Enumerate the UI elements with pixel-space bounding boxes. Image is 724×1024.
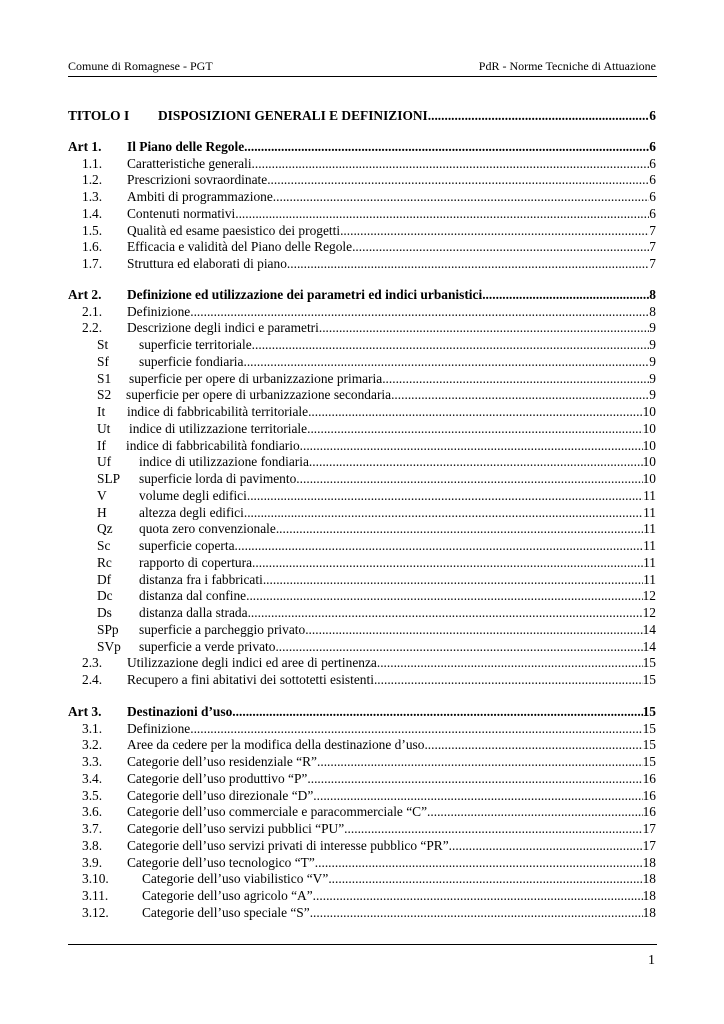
toc-leader-dots [243, 354, 649, 371]
toc-leader-dots [252, 156, 650, 173]
toc-entry-number: Art 1. [68, 138, 102, 154]
toc-entry-title: Utilizzazione degli indici ed aree di pertinenza [127, 655, 377, 671]
toc-entry-number: 3.7. [82, 821, 103, 836]
toc-entry-title: Aree da cedere per la modifica della destinazione d’uso [127, 737, 425, 753]
toc-entry-number: 1.5. [82, 222, 103, 238]
toc-leader-dots [248, 605, 643, 622]
toc-leader-dots [252, 555, 643, 572]
toc-entry-page: 11 [643, 554, 656, 570]
toc-parameter [68, 572, 656, 589]
toc-leader-dots [263, 572, 643, 589]
toc-entry-page: 16 [642, 804, 656, 820]
toc-entry-title: Recupero a fini abitativi dei sottotetti esistenti [127, 672, 374, 687]
toc-entry-title: superficie a parcheggio privato [139, 621, 306, 637]
toc-leader-dots [307, 421, 643, 438]
toc-section [68, 721, 656, 738]
toc-entry-title: Categorie dell’uso tecnologico “T” [127, 854, 315, 870]
toc-entry-title: Struttura ed elaborati di piano [127, 256, 287, 271]
toc-entry-title: Efficacia e validità del Piano delle Regole [127, 239, 353, 255]
toc-leader-dots [374, 672, 643, 689]
toc-entry-page: 10 [642, 471, 656, 486]
toc-entry-title: Contenuti normativi [127, 205, 236, 221]
toc-entry-page: 15 [642, 754, 656, 769]
toc-entry-number: H [97, 504, 107, 520]
toc-entry-number: It [97, 404, 106, 419]
toc-entry-number: V [97, 487, 107, 503]
toc-entry-number: St [97, 337, 109, 352]
toc-entry-page: 7 [649, 239, 656, 255]
toc-entry-title: quota zero convenzionale [139, 521, 276, 537]
toc-entry-title: altezza degli edifici [139, 504, 244, 520]
toc-parameter [68, 488, 656, 505]
toc-leader-dots [319, 320, 649, 337]
toc-entry-title: Categorie dell’uso residenziale “R” [127, 754, 317, 769]
toc-entry-page: 12 [642, 588, 656, 604]
toc-entry-page: 10 [642, 454, 656, 470]
toc-entry-number: Art 3. [68, 703, 102, 719]
toc-entry-number: 3.6. [82, 804, 103, 820]
toc-leader-dots [287, 256, 649, 273]
toc-section [68, 754, 656, 771]
toc-section [68, 655, 656, 672]
header-rule [68, 76, 657, 77]
toc-entry-title: Qualità ed esame paesistico dei progetti [127, 222, 341, 238]
page-number: 1 [648, 953, 655, 968]
toc-leader-dots [344, 821, 642, 838]
toc-entry-number: SVp [97, 638, 121, 654]
toc-leader-dots [424, 737, 642, 754]
toc-entry-page: 18 [642, 854, 656, 870]
toc-entry-number: Sf [97, 353, 109, 369]
toc-entry-number: S1 [97, 370, 112, 386]
toc-entry-number: 3.12. [82, 904, 109, 920]
toc-leader-dots [300, 438, 643, 455]
toc-leader-dots [310, 905, 643, 922]
toc-entry-title: superficie per opere di urbanizzazione secondaria [126, 387, 392, 403]
toc-parameter [68, 622, 656, 639]
toc-entry-page: 11 [643, 504, 656, 520]
toc-parameter [68, 421, 656, 438]
toc-entry-title: distanza dalla strada [139, 605, 248, 620]
toc-section [68, 256, 656, 273]
toc-entry-number: 3.1. [82, 720, 103, 736]
toc-entry-page: 7 [649, 256, 656, 271]
toc-parameter [68, 354, 656, 371]
toc-entry-number: SPp [97, 621, 119, 637]
toc-entry-number: 1.3. [82, 189, 103, 204]
toc-entry-number: S2 [97, 387, 112, 403]
toc-entry-title: superficie a verde privato [139, 638, 276, 654]
toc-entry-page: 6 [649, 138, 656, 154]
toc-entry-number: 3.8. [82, 837, 103, 853]
toc-entry-title: Categorie dell’uso servizi privati di interesse pubblico “PR” [127, 837, 449, 853]
toc-entry-number: Rc [97, 554, 112, 570]
toc-entry-number: 2.3. [82, 655, 103, 671]
toc-entry-page: 9 [649, 337, 656, 352]
toc-entry-title: superficie fondiaria [139, 353, 244, 369]
toc-entry-page: 9 [649, 387, 656, 403]
toc-entry-title: volume degli edifici [139, 487, 247, 503]
toc-entry-page: 16 [642, 787, 656, 803]
toc-parameter [68, 555, 656, 572]
toc-entry-page: 10 [642, 404, 656, 419]
toc-entry-number: 3.10. [82, 871, 109, 887]
toc-entry-title: indice di fabbricabilità territoriale [127, 404, 309, 419]
toc-section [68, 672, 656, 689]
toc-entry-page: 6 [649, 205, 656, 221]
toc-entry-number: 1.1. [82, 155, 103, 171]
toc-section [68, 855, 656, 872]
toc-entry-number: Qz [97, 521, 113, 537]
toc-leader-dots [244, 139, 649, 156]
toc-entry-title: Descrizione degli indici e parametri [127, 320, 319, 336]
toc-parameter [68, 404, 656, 421]
toc-entry-number: 1.6. [82, 239, 103, 255]
toc-entry-title: Definizione [127, 720, 191, 736]
toc-leader-dots [313, 788, 642, 805]
toc-entry-title: Categorie dell’uso commerciale e paracommerciale “C” [127, 804, 428, 820]
toc-article [68, 287, 656, 304]
toc-leader-dots [308, 404, 643, 421]
toc-section [68, 804, 656, 821]
toc-leader-dots [352, 239, 649, 256]
toc-entry-title: distanza fra i fabbricati [139, 571, 263, 587]
toc-leader-dots [482, 287, 649, 304]
toc-entry-title: Ambiti di programmazione [127, 189, 273, 204]
toc-leader-dots [273, 189, 650, 206]
toc-section [68, 771, 656, 788]
toc-leader-dots [377, 655, 643, 672]
toc-entry-title: Prescrizioni sovraordinate [127, 172, 268, 188]
toc-entry-page: 14 [642, 638, 656, 654]
toc-entry-number: If [97, 437, 106, 453]
toc-entry-page: 11 [643, 571, 656, 587]
toc-section [68, 905, 656, 922]
toc-entry-page: 16 [642, 770, 656, 786]
toc-section [68, 304, 656, 321]
toc-leader-dots [317, 754, 643, 771]
toc-entry-title: distanza dal confine [139, 588, 247, 604]
toc-entry-title: Caratteristiche generali [127, 155, 252, 171]
toc-article [68, 704, 656, 721]
toc-leader-dots [246, 588, 643, 605]
toc-entry-page: 7 [649, 222, 656, 238]
toc-section [68, 821, 656, 838]
toc-parameter [68, 521, 656, 538]
toc-section [68, 189, 656, 206]
toc-entry-number: 3.9. [82, 854, 103, 870]
toc-section [68, 172, 656, 189]
toc-entry-title: indice di utilizzazione territoriale [129, 420, 308, 436]
toc-entry-number: Df [97, 571, 112, 587]
header-left: Comune di Romagnese - PGT [68, 59, 213, 73]
toc-leader-dots [382, 371, 649, 388]
toc-entry-page: 9 [649, 320, 656, 336]
toc-entry-number: Art 2. [68, 286, 102, 302]
toc-leader-dots [307, 771, 642, 788]
toc-entry-number: 2.2. [82, 320, 103, 336]
toc-entry-page: 10 [642, 420, 656, 436]
toc-entry-title: Categorie dell’uso direzionale “D” [127, 787, 314, 803]
toc-entry-number: 3.3. [82, 754, 103, 769]
toc-entry-number: 2.1. [82, 303, 103, 319]
toc-entry-number: 1.7. [82, 256, 103, 271]
toc-entry-page: 18 [642, 904, 656, 920]
toc-entry-number: TITOLO I [68, 108, 130, 123]
toc-section [68, 206, 656, 223]
toc-entry-number: SLP [97, 471, 121, 486]
toc-entry-number: Dc [97, 588, 113, 604]
toc-section [68, 838, 656, 855]
header-right: PdR - Norme Tecniche di Attuazione [478, 59, 656, 73]
toc-parameter [68, 639, 656, 656]
toc-entry-number: Uf [97, 454, 112, 470]
toc-entry-page: 10 [642, 437, 656, 453]
toc-entry-title: superficie lorda di pavimento [139, 471, 297, 486]
toc-section [68, 788, 656, 805]
toc-leader-dots [428, 108, 650, 125]
toc-entry-title: Categorie dell’uso produttivo “P” [127, 770, 308, 786]
toc-entry-title: indice di fabbricabilità fondiario [126, 437, 300, 453]
toc-entry-title: superficie territoriale [139, 337, 252, 352]
toc-section [68, 737, 656, 754]
toc-leader-dots [296, 471, 642, 488]
toc-entry-page: 6 [649, 172, 656, 188]
toc-leader-dots [309, 454, 643, 471]
toc-entry-title: Categorie dell’uso viabilistico “V” [142, 871, 329, 887]
toc-entry-number: Ut [97, 420, 111, 436]
toc-entry-number: Ds [97, 605, 112, 620]
toc-entry-page: 6 [649, 155, 656, 171]
toc-article [68, 139, 656, 156]
footer-rule [68, 944, 657, 945]
toc-leader-dots [276, 521, 643, 538]
toc-part-title [68, 108, 656, 125]
toc-leader-dots [267, 172, 649, 189]
toc-entry-page: 15 [642, 720, 656, 736]
toc-entry-page: 6 [649, 108, 656, 123]
toc-leader-dots [275, 639, 642, 656]
toc-entry-page: 15 [642, 703, 656, 719]
toc-entry-page: 15 [642, 672, 656, 687]
toc-section [68, 156, 656, 173]
toc-entry-page: 11 [643, 538, 656, 553]
table-of-contents [68, 108, 656, 922]
toc-parameter [68, 337, 656, 354]
toc-leader-dots [247, 488, 643, 505]
toc-leader-dots [449, 838, 643, 855]
toc-entry-title: rapporto di copertura [139, 554, 253, 570]
toc-leader-dots [315, 855, 643, 872]
toc-entry-title: Il Piano delle Regole [127, 138, 245, 154]
toc-parameter [68, 371, 656, 388]
toc-leader-dots [340, 223, 649, 240]
toc-parameter [68, 588, 656, 605]
toc-parameter [68, 538, 656, 555]
toc-entry-number: 3.2. [82, 737, 103, 753]
toc-entry-page: 8 [649, 303, 656, 319]
toc-entry-page: 15 [642, 655, 656, 671]
toc-entry-page: 15 [642, 737, 656, 753]
toc-leader-dots [235, 538, 644, 555]
toc-entry-page: 18 [642, 871, 656, 887]
toc-leader-dots [427, 804, 643, 821]
toc-leader-dots [313, 888, 643, 905]
toc-entry-page: 14 [642, 621, 656, 637]
toc-entry-page: 8 [649, 286, 656, 302]
toc-entry-page: 6 [649, 189, 656, 204]
toc-entry-page: 18 [642, 888, 656, 903]
toc-leader-dots [244, 505, 643, 522]
toc-entry-title: superficie per opere di urbanizzazione primaria [129, 370, 383, 386]
toc-entry-number: Sc [97, 538, 111, 553]
toc-section [68, 888, 656, 905]
toc-entry-number: 3.11. [82, 888, 109, 903]
toc-leader-dots [232, 704, 642, 721]
toc-entry-title: Categorie dell’uso servizi pubblici “PU” [127, 821, 345, 836]
toc-entry-page: 11 [643, 521, 656, 537]
toc-parameter [68, 605, 656, 622]
toc-section [68, 223, 656, 240]
toc-entry-page: 12 [642, 605, 656, 620]
toc-entry-page: 17 [642, 821, 656, 836]
toc-leader-dots [190, 721, 642, 738]
toc-entry-number: 3.5. [82, 787, 103, 803]
toc-entry-number: 1.2. [82, 172, 103, 188]
toc-entry-page: 9 [649, 370, 656, 386]
toc-entry-title: Definizione [127, 303, 191, 319]
toc-leader-dots [305, 622, 642, 639]
toc-entry-page: 9 [649, 353, 656, 369]
toc-entry-title: Destinazioni d’uso [127, 703, 233, 719]
toc-parameter [68, 387, 656, 404]
toc-leader-dots [391, 387, 649, 404]
toc-parameter [68, 471, 656, 488]
toc-entry-number: 3.4. [82, 770, 103, 786]
toc-parameter [68, 454, 656, 471]
toc-entry-title: indice di utilizzazione fondiaria [139, 454, 309, 470]
toc-parameter [68, 505, 656, 522]
toc-entry-title: Definizione ed utilizzazione dei parametri ed indici urbanistici [127, 286, 483, 302]
toc-entry-number: 1.4. [82, 205, 103, 221]
toc-entry-page: 17 [642, 837, 656, 853]
toc-entry-title: superficie coperta [139, 538, 235, 553]
toc-section [68, 239, 656, 256]
toc-leader-dots [328, 871, 642, 888]
toc-section [68, 871, 656, 888]
toc-leader-dots [252, 337, 650, 354]
toc-entry-title: Categorie dell’uso agricolo “A” [142, 888, 313, 903]
toc-leader-dots [235, 206, 649, 223]
toc-entry-number: 2.4. [82, 672, 103, 687]
toc-section [68, 320, 656, 337]
toc-entry-page: 11 [643, 487, 656, 503]
toc-parameter [68, 438, 656, 455]
toc-entry-title: Categorie dell’uso speciale “S” [142, 904, 310, 920]
toc-leader-dots [190, 304, 649, 321]
toc-entry-title: DISPOSIZIONI GENERALI E DEFINIZIONI [158, 108, 428, 123]
